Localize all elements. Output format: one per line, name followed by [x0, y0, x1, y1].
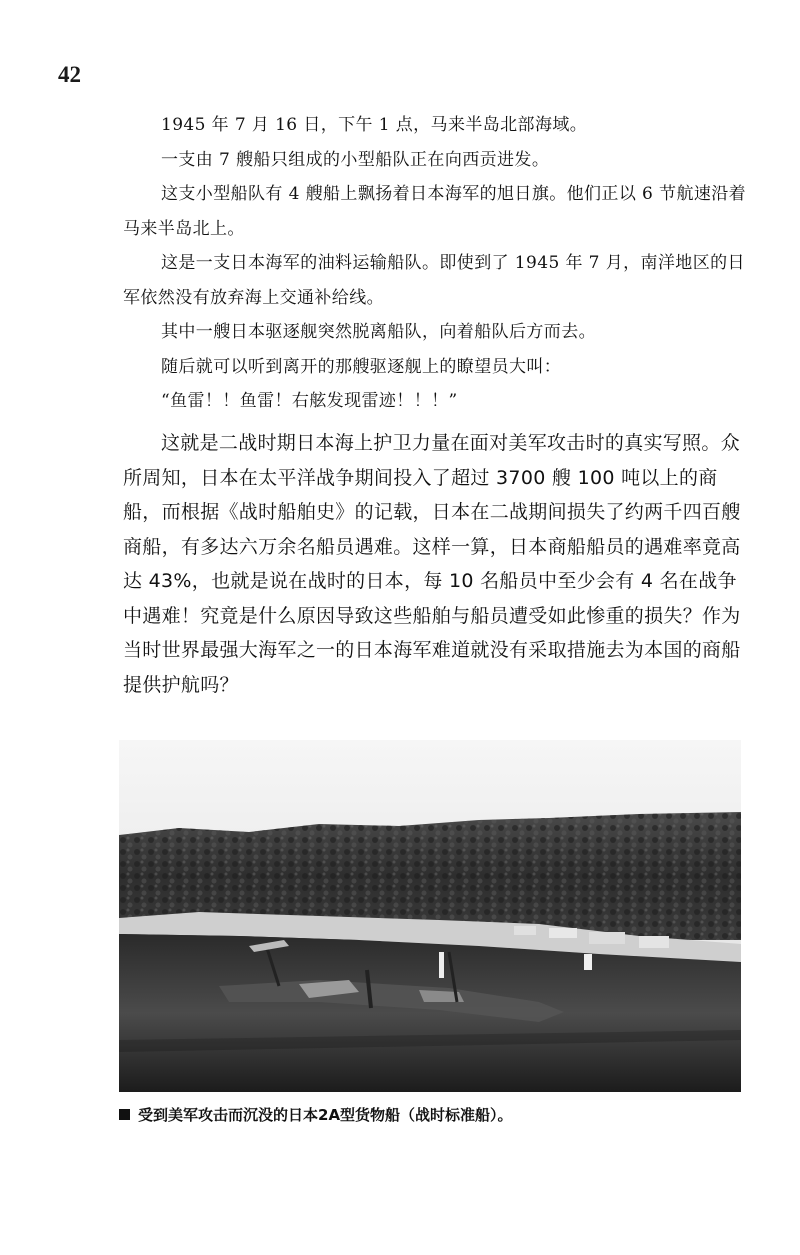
- intro-paragraph: 这是一支日本海军的油料运输船队。即使到了 1945 年 7 月，南洋地区的日军依然没有放弃海上交通补给线。: [123, 253, 745, 308]
- figure-caption: [119, 1104, 513, 1125]
- intro-paragraph: 其中一艘日本驱逐舰突然脱离船队，向着船队后方而去。: [161, 322, 596, 342]
- intro-text: [123, 108, 748, 419]
- intro-quote: “鱼雷！！鱼雷！右舷发现雷迹！！！”: [161, 391, 458, 411]
- intro-paragraph: 一支由 7 艘船只组成的小型船队正在向西贡进发。: [161, 149, 550, 170]
- intro-paragraph: 这支小型船队有 4 艘船上飘扬着日本海军的旭日旗。他们正以 6 节航速沿着马来半岛北上。: [123, 184, 747, 239]
- main-paragraph: 这就是二战时期日本海上护卫力量在面对美军攻击时的真实写照。众所周知，日本在太平洋战争期间投入了超过 3700 艘 100 吨以上的商船，而根据《战时船舶史》的记载，日本在二战期间损失了约两千四百艘商船，有多达六万余名船员遇难。这样一算，日本商船船员的遇难率竟高达 43%，也就是说在战时的日本，每 10 名船员中至少会有 4 名在战争中遇难！究竟是什么原因导致这些船舶与船员遭受如此惨重的损失？作为当时世界最强大海军之一的日本海军难道就没有采取措施去为本国的商船提供护航吗？: [123, 432, 741, 696]
- caption-text: 受到美军攻击而沉没的日本2A型货物船（战时标准船）。: [138, 1106, 513, 1124]
- intro-paragraph: 随后就可以听到离开的那艘驱逐舰上的瞭望员大叫：: [161, 356, 562, 377]
- figure-photo: [119, 740, 741, 1092]
- intro-paragraph: 1945 年 7 月 16 日，下午 1 点，马来半岛北部海域。: [161, 115, 588, 135]
- page-number: 42: [58, 62, 81, 87]
- main-text: [123, 426, 750, 702]
- caption-square-icon: [119, 1109, 130, 1120]
